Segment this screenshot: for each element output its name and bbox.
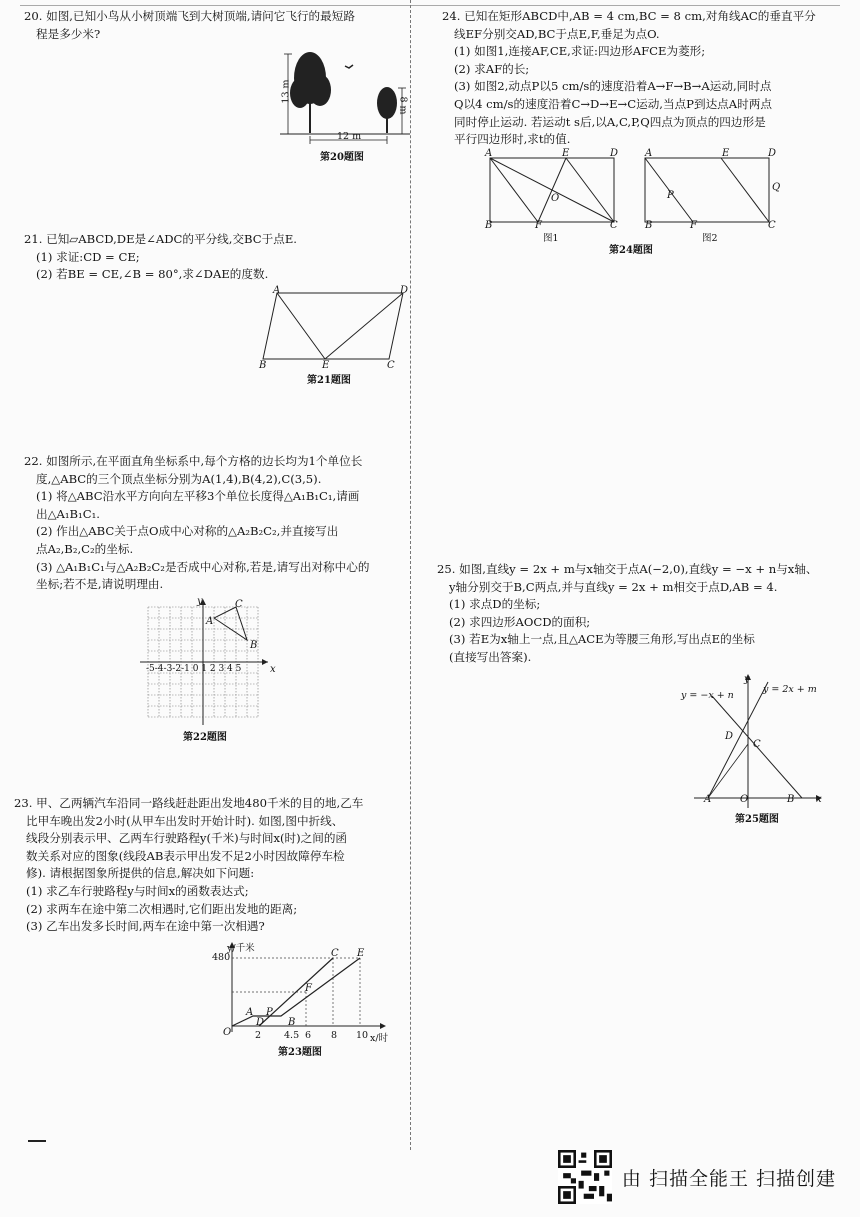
q24-fig2-A: A — [645, 148, 653, 159]
q23-caption: 第23题图 — [278, 1047, 322, 1058]
q22-label-B: B — [250, 640, 258, 651]
q21-label-E: E — [322, 360, 330, 371]
q22-xticks: -5-4-3-2-1 0 1 2 3 4 5 — [146, 664, 242, 674]
q23-line-2: 比甲车晚出发2小时(从甲车出发时开始计时). 如图,图中折线、 — [26, 813, 344, 828]
big-tree — [290, 52, 331, 133]
q22-label-x: x — [270, 664, 276, 675]
q24-fig1-C: C — [610, 220, 618, 231]
q24-caption: 第24题图 — [609, 245, 653, 256]
q22-line-4: 出△A₁B₁C₁. — [36, 506, 100, 521]
q25-label-O: O — [740, 794, 749, 805]
q20-tall-label: 13 m — [280, 79, 292, 104]
q22-label-A: A — [206, 616, 214, 627]
q24-fig1-F: F — [535, 220, 542, 231]
q20-caption: 第20题图 — [320, 152, 364, 163]
q24-line-2: 线EF分别交AD,BC于点E,F,垂足为点O. — [454, 26, 660, 41]
q24-line-7: 同时停止运动. 若运动t s后,以A,C,P,Q四点为顶点的四边形是 — [454, 114, 766, 129]
q21-label-B: B — [259, 360, 267, 371]
q24-fig2-E: E — [722, 148, 730, 159]
q21-label-D: D — [400, 285, 409, 296]
q21-label-C: C — [387, 360, 395, 371]
q24-line-4: (2) 求AF的长; — [454, 61, 530, 76]
q23-tick-10: 10 — [356, 1030, 369, 1041]
q23-label-P: P — [266, 1007, 273, 1018]
q24-fig1-label: 图1 — [543, 233, 559, 244]
q25-caption: 第25题图 — [735, 814, 779, 825]
q25-label-C: C — [753, 739, 761, 750]
q20-line-1: 20. 如图,已知小鸟从小树顶端飞到大树顶端,请问它飞行的最短路 — [24, 9, 355, 23]
bird-icon — [345, 65, 353, 68]
top-rule — [20, 5, 840, 6]
q25-label-y: y — [744, 674, 750, 685]
q25-line-4: (2) 求四边形AOCD的面积; — [449, 614, 591, 629]
q24-figure-2 — [640, 150, 780, 230]
q23-line-7: (2) 求两车在途中第二次相遇时,它们距出发地的距离; — [26, 901, 298, 916]
q20-line-2: 程是多少米? — [36, 26, 101, 41]
q23-tick-6: 6 — [305, 1030, 312, 1041]
q24-line-6: Q以4 cm/s的速度沿着C→D→E→C运动,当点P到达点A时两点 — [454, 96, 772, 111]
question-20 — [24, 8, 404, 43]
q22-label-y: y — [197, 596, 203, 607]
q24-fig2-label: 图2 — [702, 233, 718, 244]
q25-label-D: D — [725, 731, 734, 742]
q25-label-A: A — [704, 794, 712, 805]
q24-fig1-B: B — [485, 220, 493, 231]
q22-line-1: 22. 如图所示,在平面直角坐标系中,每个方格的边长均为1个单位长 — [24, 454, 363, 468]
q23-xlabel: x/时 — [370, 1033, 389, 1044]
q24-fig1-E: E — [562, 148, 570, 159]
q22-line-8: 坐标;若不是,请说明理由. — [36, 577, 164, 592]
q21-line-2: (1) 求证:CD = CE; — [36, 249, 140, 264]
q25-label-B: B — [787, 794, 795, 805]
q24-fig2-P: P — [667, 190, 674, 201]
q24-fig1-A: A — [485, 148, 493, 159]
q24-fig2-D: D — [768, 148, 777, 159]
question-22 — [24, 453, 406, 594]
corner-mark — [28, 1140, 46, 1142]
column-divider — [410, 0, 411, 1150]
q24-fig1-O: O — [551, 193, 560, 204]
question-23 — [14, 795, 406, 936]
q25-label-x: x — [816, 794, 822, 805]
q23-ylabel: y/千米 — [227, 943, 255, 954]
q21-line-3: (2) 若BE = CE,∠B = 80°,求∠DAE的度数. — [36, 267, 269, 282]
q23-tick-8: 8 — [331, 1030, 338, 1041]
q23-label-B: B — [288, 1017, 296, 1028]
q25-line2-label: y = 2x + m — [763, 684, 817, 695]
q23-line-5: 修). 请根据图象所提供的信息,解决如下问题: — [26, 866, 255, 881]
qr-code-icon — [558, 1150, 612, 1204]
q24-fig1-D: D — [610, 148, 619, 159]
q23-line-4: 数关系对应的图象(线段AB表示甲出发不足2小时因故障停车检 — [26, 848, 345, 863]
small-tree — [377, 87, 397, 133]
q23-line-3: 线段分别表示甲、乙两车行驶路程y(千米)与时间x(时)之间的函 — [26, 831, 348, 846]
q25-line1-label: y = −x + n — [681, 690, 734, 701]
q24-fig2-C: C — [768, 220, 776, 231]
q25-line-2: y轴分别交于B,C两点,并与直线y = 2x + m相交于点D,AB = 4. — [449, 579, 778, 594]
q23-line-8: (3) 乙车出发多长时间,两车在途中第一次相遇? — [26, 919, 265, 934]
q24-figure-1 — [485, 150, 625, 230]
q24-line-5: (3) 如图2,动点P以5 cm/s的速度沿着A→F→B→A运动,同时点 — [454, 79, 772, 94]
q22-label-C: C — [235, 599, 243, 610]
q22-line-3: (1) 将△ABC沿水平方向向左平移3个单位长度得△A₁B₁C₁,请画 — [36, 489, 360, 504]
q21-line-1: 21. 已知▱ABCD,DE是∠ADC的平分线,交BC于点E. — [24, 232, 297, 246]
q23-tick-45: 4.5 — [284, 1030, 300, 1041]
q23-label-C: C — [331, 948, 339, 959]
q21-label-A: A — [273, 285, 281, 296]
q22-line-5: (2) 作出△ABC关于点O成中心对称的△A₂B₂C₂,并直接写出 — [36, 524, 339, 539]
q22-line-7: (3) △A₁B₁C₁与△A₂B₂C₂是否成中心对称,若是,请写出对称中心的 — [36, 559, 370, 574]
q21-caption: 第21题图 — [307, 375, 351, 386]
q23-label-F: F — [305, 983, 312, 994]
q20-width-label: 12 m — [337, 131, 362, 142]
q23-tick-2: 2 — [255, 1030, 262, 1041]
q24-fig2-B: B — [645, 220, 653, 231]
q24-line-3: (1) 如图1,连接AF,CE,求证:四边形AFCE为菱形; — [454, 44, 706, 59]
q23-origin: O — [223, 1027, 232, 1038]
q23-y480: 480 — [212, 952, 231, 963]
q22-line-6: 点A₂,B₂,C₂的坐标. — [36, 541, 134, 556]
q24-fig2-F: F — [690, 220, 697, 231]
question-24 — [442, 8, 852, 149]
q22-line-2: 度,△ABC的三个顶点坐标分别为A(1,4),B(4,2),C(3,5). — [36, 471, 322, 486]
scanner-watermark — [558, 1150, 836, 1204]
q23-label-A: A — [246, 1007, 254, 1018]
watermark-text: 由 扫描全能王 扫描创建 — [621, 1167, 836, 1190]
q25-line-3: (1) 求点D的坐标; — [449, 597, 541, 612]
q24-fig2-Q: Q — [772, 182, 781, 193]
q24-line-1: 24. 已知在矩形ABCD中,AB = 4 cm,BC = 8 cm,对角线AC的垂直平分 — [442, 9, 816, 23]
q23-label-E: E — [357, 948, 365, 959]
q20-short-label: 8 m — [397, 96, 409, 115]
q23-line-6: (1) 求乙车行驶路程y与时间x的函数表达式; — [26, 883, 249, 898]
q23-label-D: D — [256, 1017, 265, 1028]
q25-line-1: 25. 如图,直线y = 2x + m与x轴交于点A(−2,0),直线y = −x + n与x轴、 — [437, 562, 818, 576]
question-21 — [24, 231, 404, 284]
q24-line-8: 平行四边形时,求t的值. — [454, 132, 571, 147]
q23-line-1: 23. 甲、乙两辆汽车沿同一路线赶赴距出发地480千米的目的地,乙车 — [14, 796, 364, 810]
q25-line-5: (3) 若E为x轴上一点,且△ACE为等腰三角形,写出点E的坐标 — [449, 632, 755, 647]
q22-caption: 第22题图 — [183, 732, 227, 743]
q25-line-6: (直接写出答案). — [449, 649, 532, 664]
question-25 — [437, 561, 852, 667]
